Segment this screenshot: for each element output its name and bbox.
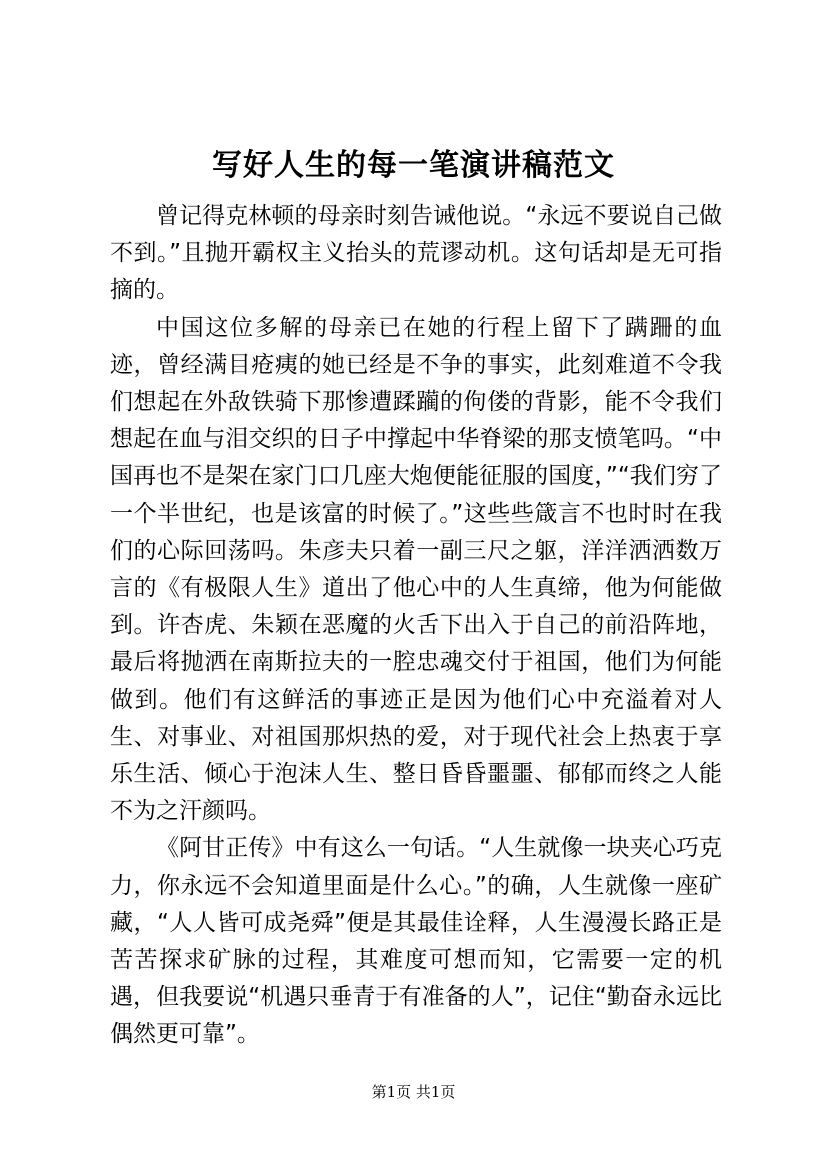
paragraph-2: 中国这位多解的母亲已在她的行程上留下了蹒跚的血迹，曾经满目疮痍的她已经是不争的事实，此刻难道不令我们想起在外敌铁骑下那惨遭蹂躏的佝偻的背影，能不令我们想起在血与泪交织的日子中撑起中华脊梁的那支愤笔吗。“中国再也不是架在家门口几座大炮便能征服的国度，”“我们穷了一个半世纪，也是该富的时候了。”这些些箴言不也时时在我们的心际回荡吗。朱彦夫只着一副三尺之躯，洋洋洒洒数万言的《有极限人生》道出了他心中的人生真缔，他为何能做到。许杏虎、朱颖在恶魔的火舌下出入于自己的前沿阵地，最后将抛洒在南斯拉夫的一腔忠魂交付于祖国，他们为何能做到。他们有这鲜活的事迹正是因为他们心中充溢着对人生、对事业、对祖国那炽热的爱，对于现代社会上热衷于享乐生活、倾心于泡沫人生、整日昏昏噩噩、郁郁而终之人能不为之汗颜吗。 <box>110 314 722 825</box>
document-body <box>110 198 722 1054</box>
paragraph-1: 曾记得克林顿的母亲时刻告诫他说。“永远不要说自己做不到。”且抛开霸权主义抬头的荒谬动机。这句话却是无可指摘的。 <box>110 203 722 304</box>
paragraph-3: 《阿甘正传》中有这么一句话。“人生就像一块夹心巧克力，你永远不会知道里面是什么心。”的确，人生就像一座矿藏，“人人皆可成尧舜”便是其最佳诠释，人生漫漫长路正是苦苦探求矿脉的过程，其难度可想而知，它需要一定的机遇，但我要说“机遇只垂青于有准备的人”，记住“勤奋永远比偶然更可靠”。 <box>110 835 722 1048</box>
document-title: 写好人生的每一笔演讲稿范文 <box>212 148 615 183</box>
page-footer: 第1页 共1页 <box>371 1083 456 1101</box>
